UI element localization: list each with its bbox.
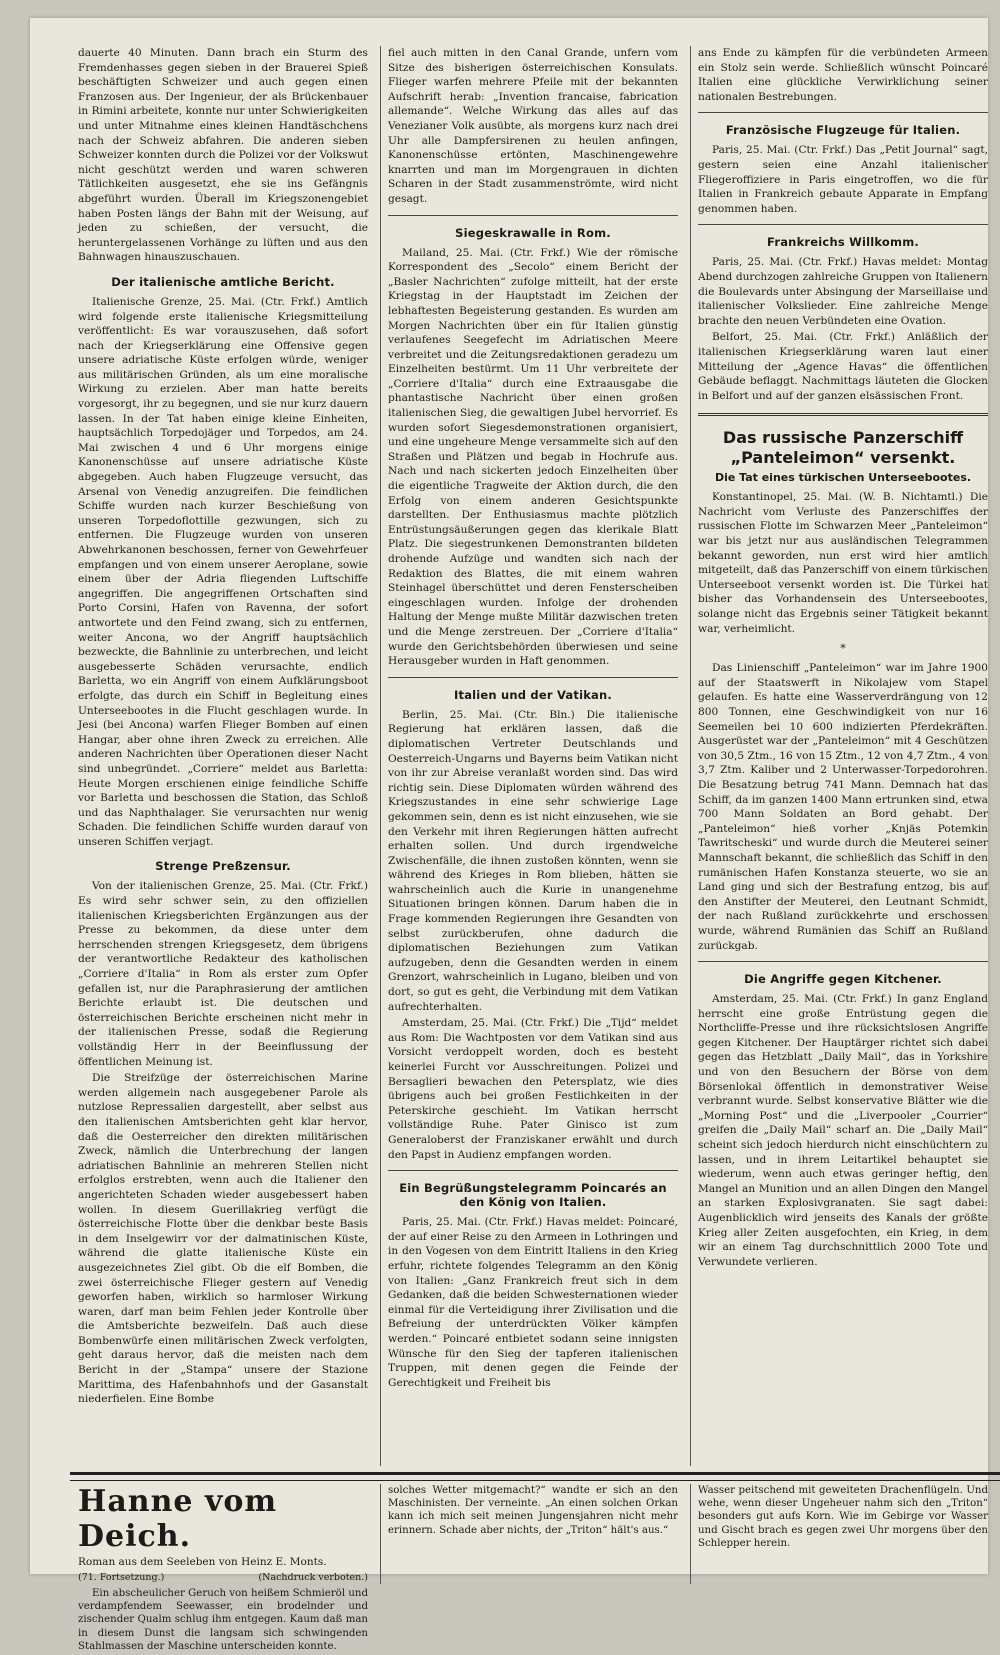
reprint-note: (Nachdruck verboten.): [258, 1572, 368, 1583]
feuilleton-title: Hanne vom Deich.: [78, 1484, 278, 1554]
feuilleton-column-2: [388, 1484, 678, 1539]
column-rule: [690, 1484, 691, 1584]
column-1: [78, 46, 368, 1409]
feuilleton-column-1: [78, 1484, 368, 1655]
divider: [388, 215, 678, 216]
feuilleton-subtitle: Roman aus dem Seeleben von Heinz E. Monts.: [78, 1556, 327, 1568]
article-headline: Strenge Preßzensur.: [155, 859, 291, 874]
column-rule: [690, 46, 691, 1466]
divider: [698, 413, 988, 416]
column-rule: [380, 46, 381, 1466]
article-text: Die Streifzüge der österreichischen Marine werden allgemein nach ausgegebener Parole als nutzlose Repressalien dargestellt, aber selbst aus den italienischen Amtsberichten geht klar hervor, daß die Oesterreicher den direkten militärischen Zweck, nämlich die Unterbrechung der langen adriatischen Bahnlinie an mehreren Stellen nicht erfolglos erstrebten, wenn auch die Italiener den angerichteten Schaden wieder ausgebessert haben wollen. In diesem Guerillakrieg verfügt die österreichische Flotte über die denkbar beste Basis in dem Inselgewirr vor der dalmatinischen Küste, während die glatte italienische Küste ein ausgezeichnetes Ziel gibt. Ob die elf Bomben, die zwei österreichische Flieger gestern auf Venedig geworfen haben, wirklich so harmloser Wirkung waren, darf man beim Fehlen jeder Kontrolle über die Amtsberichte bezweifeln. Daß auch diese Bombenwürfe einen militärischen Zweck verfolgten, geht daraus hervor, daß die meisten nach dem Bericht in der „Stampa“ unsere der Stazione Marittima, des Hafenbahnhofs und der Gasanstalt niederfielen. Eine Bombe: [78, 1072, 368, 1406]
article-headline: Der italienische amtliche Bericht.: [111, 274, 335, 289]
column-rule: [380, 1484, 381, 1584]
divider: [698, 224, 988, 225]
asterism: *: [840, 642, 846, 656]
article-headline: Französische Flugzeuge für Italien.: [725, 123, 961, 138]
article-text: ans Ende zu kämpfen für die verbündeten Armeen ein Stolz sein werde. Schließlich wünscht Poincaré Italien eine glückliche Verwirklichung seiner nationalen Bestrebungen.: [698, 47, 988, 103]
article-headline: Ein Begrüßungstelegramm Poincarés an den König von Italien.: [399, 1181, 667, 1210]
article-text: Das Linienschiff „Panteleimon“ war im Jahre 1900 auf der Staatswerft in Nikolajew vom Stapel gelaufen. Es hatte eine Wasserverdrängung von 12 800 Tonnen, eine Geschwindigkeit von nur 16 Seemeilen bei 10 600 indizierten Pferdekräften. Ausgerüstet war der „Panteleimon“ mit 4 Geschützen von 30,5 Ztm., 16 von 15 Ztm., 12 von 4,7 Ztm., 4 von 3,7 Ztm. Kaliber und 2 Unterwasser-Torpedorohren. Die Besatzung betrug 741 Mann. Demnach hat das Schiff, da im ganzen 1400 Mann ertrunken sind, etwa 700 Mann Soldaten an Bord gehabt. Der „Panteleimon“ hieß vorher „Knjäs Potemkin Tawritscheski“ und wurde durch die Meuterei seiner Mannschaft bekannt, die schließlich das Schiff in den rumänischen Hafen Konstanza steuerte, wo sie an Land ging und sich der Bestrafung entzog, bis auf den Anstifter der Meuterei, den Leutnant Schmidt, der nach Rußland zurückkehrte und erschossen wurde, während Rumänien das Schiff an Rußland zurückgab.: [698, 662, 988, 952]
divider: [388, 1170, 678, 1171]
column-3: [698, 46, 988, 1271]
feuilleton-column-3: [698, 1484, 988, 1552]
article-headline: Italien und der Vatikan.: [454, 687, 612, 702]
feuilleton-text: solches Wetter mitgemacht?“ wandte er sich an den Maschinisten. Der verneinte. „An einen solchen Orkan kann ich mich seit meinen Jungensjahren nicht mehr erinnern. Schade aber nichts, der „Triton“ hält's aus.“: [388, 1485, 678, 1536]
article-text: Belfort, 25. Mai. (Ctr. Frkf.) Anläßlich der italienischen Kriegserklärung waren laut einer Mitteilung der „Agence Havas“ die öffentlichen Gebäude beflaggt. Nachmittags läuteten die Glocken in Belfort und auf der ganzen elsässischen Front.: [698, 331, 988, 402]
column-2: [388, 46, 678, 1392]
article-text: Amsterdam, 25. Mai. (Ctr. Frkf.) Die „Tijd“ meldet aus Rom: Die Wachtposten vor dem Vatikan sind aus Vorsicht verdoppelt worden, doch es besteht keinerlei Furcht vor Ausschreitungen. Polizei und Bersaglieri bewachen den Petersplatz, wie dies übrigens auch bei großen Festlichkeiten in der Peterskirche geschieht. Im Vatikan herrscht vollständige Ruhe. Pater Ginisco ist zum Generaloberst der Franziskaner erwählt und durch den Papst in Audienz empfangen worden.: [388, 1017, 678, 1161]
article-headline: Frankreichs Willkomm.: [767, 235, 919, 250]
divider: [388, 677, 678, 678]
article-text: Berlin, 25. Mai. (Ctr. Bln.) Die italienische Regierung hat erklären lassen, daß die diplomatischen Vertreter Deutschlands und Oesterreich-Ungarns und Bayerns beim Vatikan nicht von ihr zur Abreise veranlaßt worden sind. Das wird richtig sein. Diese Diplomaten würden während des Kriegszustandes in eine sehr schwierige Lage gekommen sein, denn es ist nicht einzusehen, wie sie den Verkehr mit ihren Regierungen hätten aufrecht erhalten sollen. Und durch irgendwelche Zwischenfälle, die ihnen zustoßen könnten, wenn sie während des Krieges in Rom blieben, hätten sie wahrscheinlich auch die Kurie in unangenehme Situationen bringen können. Darum haben die in Frage kommenden Regierungen ihre Gesandten von selbst zurückberufen, ohne dadurch die diplomatischen Beziehungen zum Vatikan aufzugeben, denn die Gesandten werden in einem Grenzort, wahrscheinlich in Lugano, bleiben und von dort, so gut es geht, die Verbindung mit dem Vatikan aufrechterhalten.: [388, 708, 678, 1013]
feuilleton-meta: [78, 1572, 368, 1583]
article-subheadline: Die Tat eines türkischen Unterseebootes.: [714, 471, 972, 485]
divider: [698, 961, 988, 962]
article-text: Paris, 25. Mai. (Ctr. Frkf.) Havas meldet: Poincaré, der auf einer Reise zu den Armeen in Lothringen und in den Vogesen von dem Eintritt Italiens in den Krieg erfuhr, richtete folgendes Telegramm an den König von Italien: „Ganz Frankreich freut sich in dem Gedanken, daß die beiden Schwesternationen wieder einmal für die Verteidigung ihrer Zivilisation und die Befreiung der unterdrückten Völker kämpfen werden.“ Poincaré entbietet sodann seine innigsten Wünsche für den Sieg der tapferen italienischen Truppen, mit denen gegen die Feinde der Gerechtigkeit und Freiheit bis: [388, 1216, 678, 1389]
divider: [698, 112, 988, 113]
article-headline: Das russische Panzerschiff „Panteleimon“ versenkt.: [722, 428, 964, 468]
article-text: Konstantinopel, 25. Mai. (W. B. Nichtamtl.) Die Nachricht vom Verluste des Panzerschiffes der russischen Flotte im Schwarzen Meer „Panteleimon“ war bis jetzt nur aus ausländischen Telegrammen bekannt geworden, nun erst wird hier amtlich mitgeteilt, daß das Panzerschiff von einem türkischen Unterseeboot versenkt worden ist. Die Türkei hat bisher das Vorhandensein des Unterseebootes, solange nicht das Ergebnis seiner Tätigkeit bekannt war, verheimlicht.: [698, 491, 988, 635]
installment-note: (71. Fortsetzung.): [78, 1572, 165, 1583]
news-section: [78, 46, 998, 1466]
article-text: fiel auch mitten in den Canal Grande, unfern vom Sitze des bisherigen österreichischen Konsulats. Flieger warfen mehrere Pfeile mit der bekannten Aufschrift herab: „Invention francaise, fabrication allemande“. Welche Wirkung das alles auf das Venezianer Volk ausübte, als morgens kurz nach drei Uhr alle Dampfersirenen zu heulen anfingen, Kanonenschüsse ertönten, Maschinengewehre knarrten und man im Morgengrauen in dichten Scharen in der Stadt zusammenströmte, wird nicht gesagt.: [388, 47, 678, 205]
article-text: Italienische Grenze, 25. Mai. (Ctr. Frkf.) Amtlich wird folgende erste italienische Kriegsmitteilung veröffentlicht: Es war vorauszusehen, daß sofort nach der Kriegserklärung eine Offensive gegen unsere adriatische Küste erfolgen würde, weniger aus militärischen Gründen, als um eine moralische Wirkung zu erzielen. Aber man hatte bereits vorgesorgt, ihr zu begegnen, und sie nur kurz dauern lassen. In der Tat haben einige kleine Einheiten, hauptsächlich Torpedojäger und Torpedos, am 24. Mai zwischen 4 und 6 Uhr morgens einige Kanonenschüsse auf unsere adriatische Küste abgegeben. Auch haben Flugzeuge versucht, das Arsenal von Venedig anzugreifen. Die feindlichen Schiffe wurden nach kurzer Beschießung von unseren Torpedoflottille gezwungen, sich zu entfernen. Die Flugzeuge wurden von unseren Abwehrkanonen beschossen, ferner von Gewehrfeuer empfangen und von einem unserer Aeroplane, sowie einem über der Adria fliegenden Luftschiffe angegriffen. Die angegriffenen Ortschaften sind Porto Corsini, Hafen von Ravenna, der sofort antwortete und den Feind zwang, sich zu entfernen, weiter Ancona, wo der Angriff hauptsächlich bezweckte, die Bahnlinie zu unterbrechen, und leicht ausgebesserte Schäden verursachte, endlich Barletta, wo ein Angriff von einem Aufklärungsboot erfolgte, das durch ein Schiff in Begleitung eines Unterseebootes in die Flucht geschlagen wurde. In Jesi (bei Ancona) warfen Flieger Bomben auf einen Hangar, aber ohne ihren Zweck zu erreichen. Alle anderen Nachrichten über Operationen dieser Nacht sind unbegründet. „Corriere“ meldet aus Barletta: Heute Morgen erschienen einige feindliche Schiffe vor Barletta und beschossen die Station, das Schloß und das Naphthalager. Sie verursachten nur wenig Schaden. Die feindlichen Schiffe wurden darauf von unseren Schiffen verjagt.: [78, 295, 368, 848]
article-text: Paris, 25. Mai. (Ctr. Frkf.) Das „Petit Journal“ sagt, gestern seien eine Anzahl italienischer Fliegeroffiziere in Paris eingetroffen, wo die für Italien in Frankreich gebaute Apparate in Empfang genommen haben.: [698, 144, 988, 215]
article-headline: Die Angriffe gegen Kitchener.: [744, 972, 942, 987]
article-text: Von der italienischen Grenze, 25. Mai. (Ctr. Frkf.) Es wird sehr schwer sein, zu den offiziellen italienischen Kriegsberichten Ergänzungen aus der Presse zu bekommen, da diese unter dem herrschenden strengen Kriegsgesetz, dem übrigens der verantwortliche Redakteur des katholischen „Corriere d'Italia“ in Rom als erster zum Opfer gefallen ist, nur die Paraphrasierung der amtlichen Berichte erlaubt ist. Die deutschen und österreichischen Berichte erscheinen nicht mehr in der italienischen Presse, sodaß die Regierung vollständig Herr in der Beeinflussung der öffentlichen Meinung ist.: [78, 880, 368, 1068]
article-text: Paris, 25. Mai. (Ctr. Frkf.) Havas meldet: Montag Abend durchzogen zahlreiche Gruppen von Italienern die Boulevards unter Absingung der Marseillaise und italienischer Volkslieder. Eine zahlreiche Menge brachte den neuen Verbündeten eine Ovation.: [698, 256, 988, 327]
newspaper-page: [30, 18, 988, 1652]
feuilleton-section: [78, 1484, 998, 1652]
feuilleton-text: Ein abscheulicher Geruch von heißem Schmieröl und verdampfendem Seewasser, ein brodelnder und zischender Qualm schlug ihm entgegen. Kaum daß man in diesem Dunst die langsam sich schwingenden Stahlmassen der Maschine unterscheiden konnte.: [78, 1588, 368, 1652]
feuilleton-separator: [70, 1472, 1000, 1481]
article-text: Amsterdam, 25. Mai. (Ctr. Frkf.) In ganz England herrscht eine große Entrüstung gegen die Northcliffe-Presse und ihre rücksichtslosen Angriffe gegen Kitchener. Der Hauptärger richtet sich dabei gegen das Hetzblatt „Daily Mail“, das in Yorkshire und von den Besuchern der Börse von dem Börsenlokal öffentlich in demonstrativer Weise verbrannt wurde. Selbst konservative Blätter wie die „Morning Post“ und die „Liverpooler „Courrier“ greifen die „Daily Mail“ scharf an. Die „Daily Mail“ scheint sich jedoch hierdurch nicht einschüchtern zu lassen, und in ihrem Leitartikel behauptet sie wiederum, wenn auch etwas geringer heftig, den Mangel an Munition und an allen Dingen den Mangel an starken Explosivgranaten. Sie sagt dabei: Augenblicklich wird jenseits des Kanals der größte Krieg aller Zeiten ausgefochten, ein Krieg, in dem wir an einem Tag durchschnittlich 2000 Tote und Verwundete verlieren.: [698, 993, 988, 1268]
article-headline: Siegeskrawalle in Rom.: [455, 225, 611, 240]
article-text: dauerte 40 Minuten. Dann brach ein Sturm des Fremdenhasses gegen sieben in der Brauerei Spieß beschäftigten Schweizer und auch gegen einen Franzosen aus. Der Ingenieur, der als Brückenbauer in Rimini arbeitete, konnte nur unter Schwierigkeiten und unter Mitnahme eines kleinen Handtäschchens nach der Schweiz abfahren. Die anderen sieben Schweizer konnten durch die Polizei vor der Volkswut nicht geschützt werden und waren schweren Tätlichkeiten ausgesetzt, ehe sie ins Gefängnis abgeführt wurden. Überall im Kriegszonengebiet haben Posten längs der Bahn mit der Weisung, auf jeden zu schießen, der versucht, die heruntergelassenen Vorhänge zu lüften und aus den Bahnwagen hinauszuschauen.: [78, 47, 368, 264]
article-text: Mailand, 25. Mai. (Ctr. Frkf.) Wie der römische Korrespondent des „Secolo“ einem Bericht der „Basler Nachrichten“ zufolge mitteilt, hat der erste Kriegstag in der Hauptstadt im Zeichen der lebhaftesten Begeisterung gestanden. Es wurden am Morgen Nachrichten über ein für Italien günstig verlaufenes Seegefecht im Adriatischen Meere verbreitet und die Zeitungsredaktionen geradezu um Einzelheiten bestürmt. Um 11 Uhr verbreitete der „Corriere d'Italia“ durch eine Extraausgabe die phantastische Nachricht über einen großen italienischen Sieg, die gewaltigen Jubel hervorrief. Es wurden sofort Siegesdemonstrationen organisiert, und eine ungeheure Menge versammelte sich auf den Straßen und Plätzen und begab in Hochrufe aus. Nach und nach sickerten jedoch Einzelheiten über die eigentliche Tragweite der Aktion durch, die den Erfolg von einem anderen Gesichtspunkte darstellten. Der Enthusiasmus machte plötzlich Entrüstungsäußerungen gegen das klerikale Blatt Platz. Die siegestrunkenen Demonstranten bildeten drohende Aufzüge und wandten sich nach der Redaktion des Blattes, die mit einem wahren Steinhagel überschüttet und deren Fensterscheiben eingeschlagen wurden. Infolge der drohenden Haltung der Menge mußte Militär dazwischen treten und die Menge zerstreuen. Der „Corriere d'Italia“ wurde den Gerichtsbehörden überwiesen und seine Herausgeber wurden in Haft genommen.: [388, 246, 678, 668]
feuilleton-text: Wasser peitschend mit geweiteten Drachenflügeln. Und wehe, wenn dieser Ungeheuer nahm sich den „Triton“ besonders gut aufs Korn. Wie im Gebirge vor Wasser und Gischt brach es gegen zwei Uhr morgens über den Schlepper herein.: [698, 1485, 988, 1549]
